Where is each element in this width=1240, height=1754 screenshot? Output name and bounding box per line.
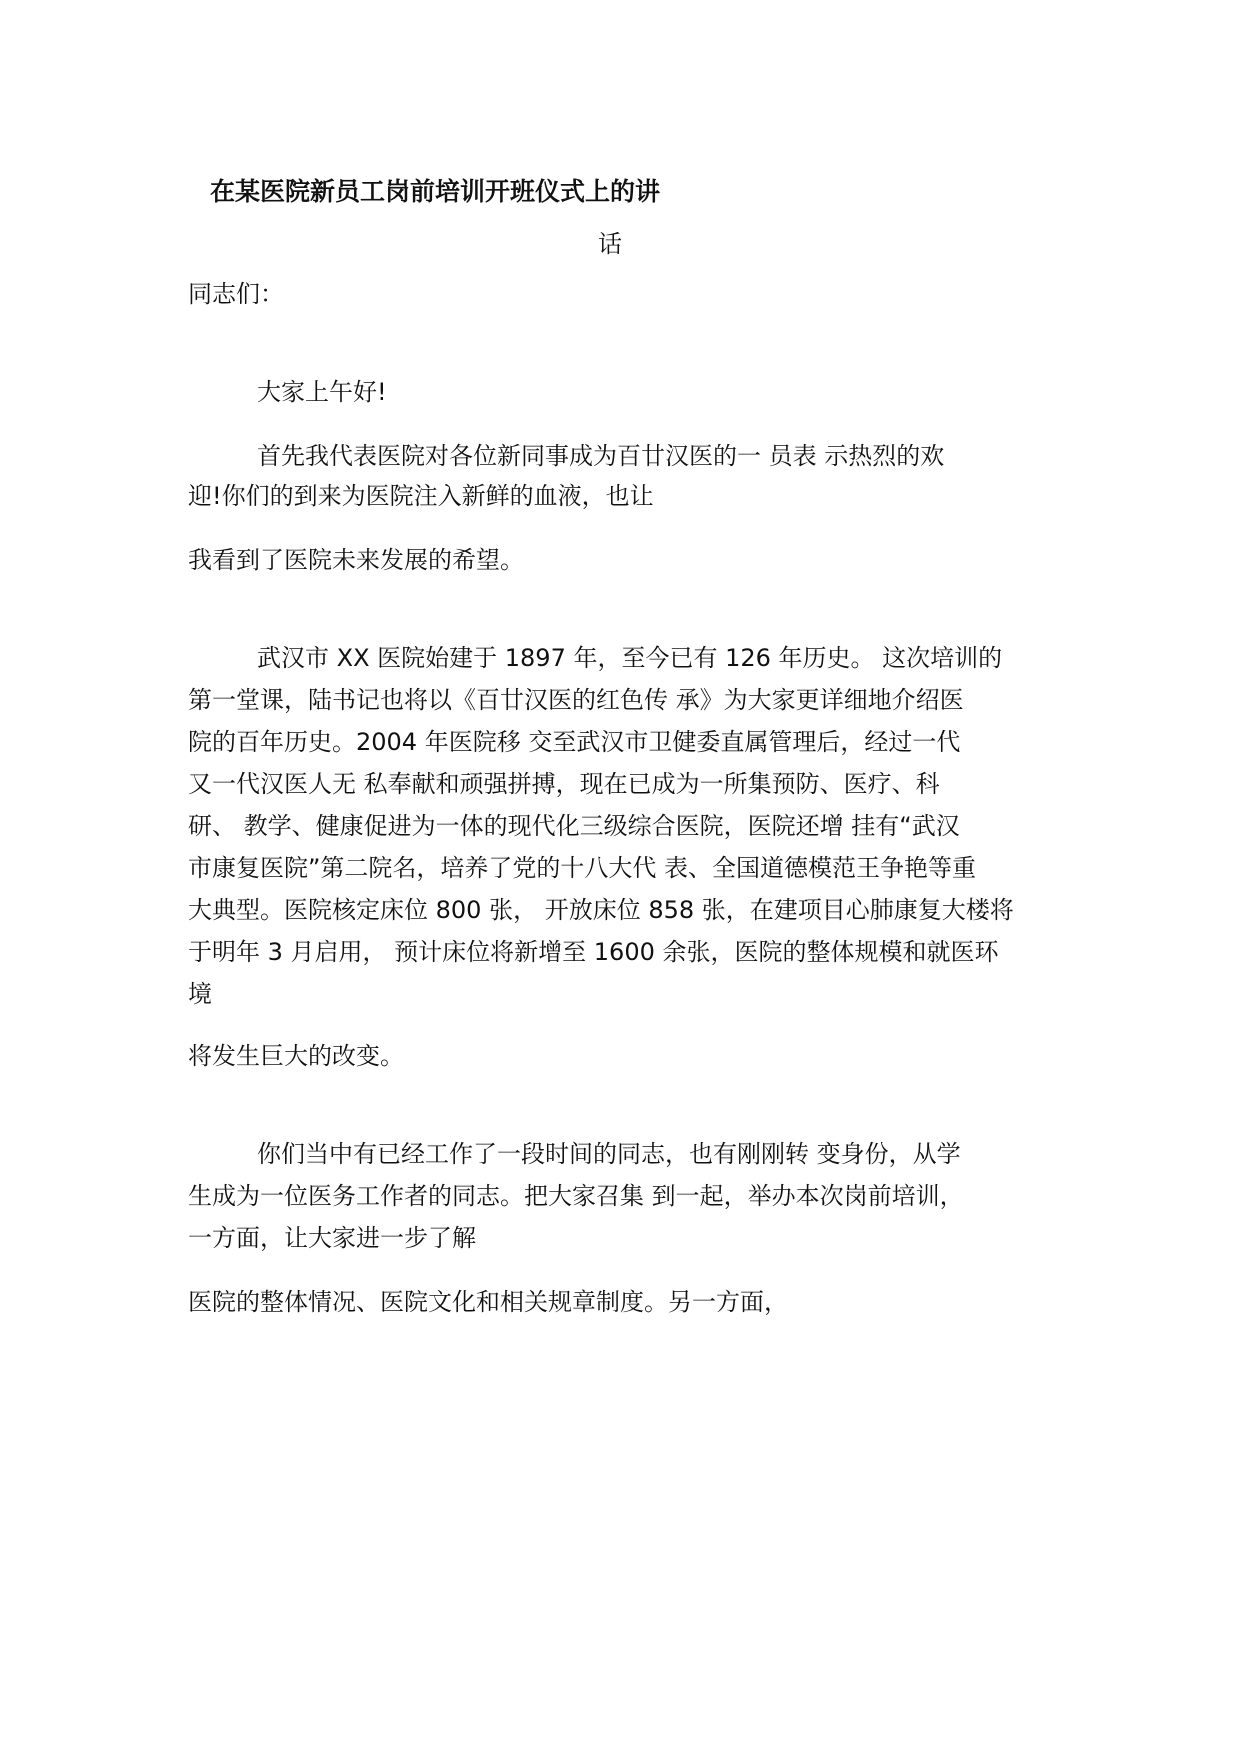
- salutation: 同志们：: [188, 280, 284, 308]
- paragraph-line: 医院的整体情况、医院文化和相关规章制度。另一方面，: [188, 1288, 788, 1316]
- paragraph-line: 又一代汉医人无 私奉献和顽强拼搏，现在已成为一所集预防、医疗、科: [188, 770, 940, 798]
- paragraph-line: 将发生巨大的改变。: [188, 1042, 404, 1070]
- paragraph-line: 境: [188, 980, 212, 1008]
- paragraph-line: 首先我代表医院对各位新同事成为百廿汉医的一 员表 示热烈的欢: [257, 442, 945, 470]
- paragraph-line: 生成为一位医务工作者的同志。把大家召集 到一起，举办本次岗前培训，: [188, 1182, 964, 1210]
- paragraph-line: 我看到了医院未来发展的希望。: [188, 546, 524, 574]
- paragraph-line: 一方面，让大家进一步了解: [188, 1224, 476, 1252]
- paragraph-line: 大典型。医院核定床位 800 张， 开放床位 858 张，在建项目心肺康复大楼将: [188, 896, 1014, 924]
- paragraph-line: 于明年 3 月启用， 预计床位将新增至 1600 余张，医院的整体规模和就医环: [188, 938, 999, 966]
- paragraph-line: 大家上午好!: [257, 378, 387, 406]
- paragraph-line: 市康复医院”第二院名，培养了党的十八大代 表、全国道德模范王争艳等重: [188, 854, 977, 882]
- document-title: 在某医院新员工岗前培训开班仪式上的讲: [210, 177, 661, 206]
- paragraph-line: 武汉市 XX 医院始建于 1897 年，至今已有 126 年历史。 这次培训的: [257, 644, 1003, 672]
- paragraph-line: 院的百年历史。2004 年医院移 交至武汉市卫健委直属管理后，经过一代: [188, 728, 961, 756]
- document-title-continuation: 话: [598, 230, 622, 258]
- paragraph-line: 研、 教学、健康促进为一体的现代化三级综合医院，医院还增 挂有“武汉: [188, 812, 960, 840]
- paragraph-line: 第一堂课，陆书记也将以《百廿汉医的红色传 承》为大家更详细地介绍医: [188, 686, 964, 714]
- paragraph-line: 迎!你们的到来为医院注入新鲜的血液，也让: [188, 482, 654, 510]
- paragraph-line: 你们当中有已经工作了一段时间的同志，也有刚刚转 变身份，从学: [257, 1140, 961, 1168]
